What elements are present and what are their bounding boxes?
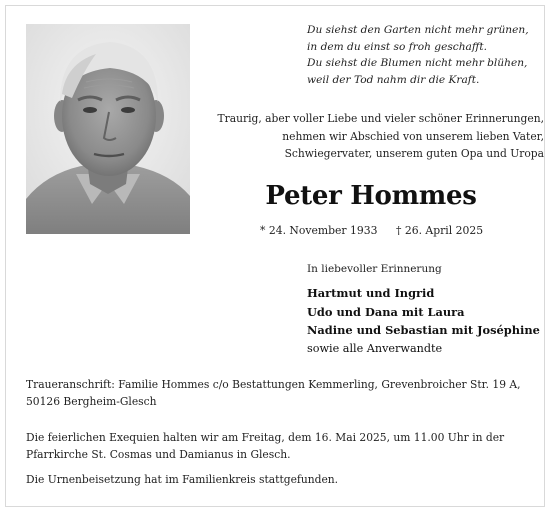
family-list bbox=[307, 284, 547, 358]
deceased-name: Peter Hommes bbox=[265, 181, 477, 211]
service-line: Die feierlichen Exequien halten wir am Freitag, dem 16. Mai 2025, um 11.00 Uhr in der bbox=[26, 431, 505, 444]
address-line: 50126 Bergheim-Glesch bbox=[26, 395, 157, 408]
intro-text bbox=[214, 110, 544, 163]
birth-date: * 24. November 1933 bbox=[260, 224, 378, 237]
family-member: Nadine und Sebastian mit Joséphine bbox=[307, 323, 540, 338]
family-member: Udo und Dana mit Laura bbox=[307, 304, 465, 319]
poem-line: Du siehst die Blumen nicht mehr blühen, bbox=[307, 57, 528, 70]
poem-line: Du siehst den Garten nicht mehr grünen, bbox=[307, 24, 529, 36]
intro-line: Traurig, aber voller Liebe und vieler schöner Erinnerungen, bbox=[217, 112, 544, 125]
address-line: Traueranschrift: Familie Hommes c/o Bestattungen Kemmerling, Grevenbroicher Str. 19 A, bbox=[26, 378, 521, 391]
service-line: Pfarrkirche St. Cosmas und Damianus in Glesch. bbox=[26, 448, 291, 461]
memory-line: In liebevoller Erinnerung bbox=[307, 263, 442, 275]
urn-burial-note: Die Urnenbeisetzung hat im Familienkreis stattgefunden. bbox=[26, 473, 339, 486]
death-date: † 26. April 2025 bbox=[396, 224, 484, 237]
intro-line: nehmen wir Abschied von unserem lieben Vater, bbox=[282, 129, 544, 143]
family-closing: sowie alle Anverwandte bbox=[307, 341, 443, 355]
poem-line: in dem du einst so froh geschafft. bbox=[307, 40, 487, 53]
poem bbox=[307, 22, 537, 88]
mourning-address bbox=[26, 376, 536, 410]
portrait-photo bbox=[26, 24, 190, 234]
family-member: Hartmut und Ingrid bbox=[307, 286, 435, 300]
intro-line: Schwiegervater, unserem guten Opa und Uropa bbox=[284, 147, 544, 160]
funeral-service-info bbox=[26, 429, 536, 463]
poem-line: weil der Tod nahm dir die Kraft. bbox=[307, 73, 480, 86]
